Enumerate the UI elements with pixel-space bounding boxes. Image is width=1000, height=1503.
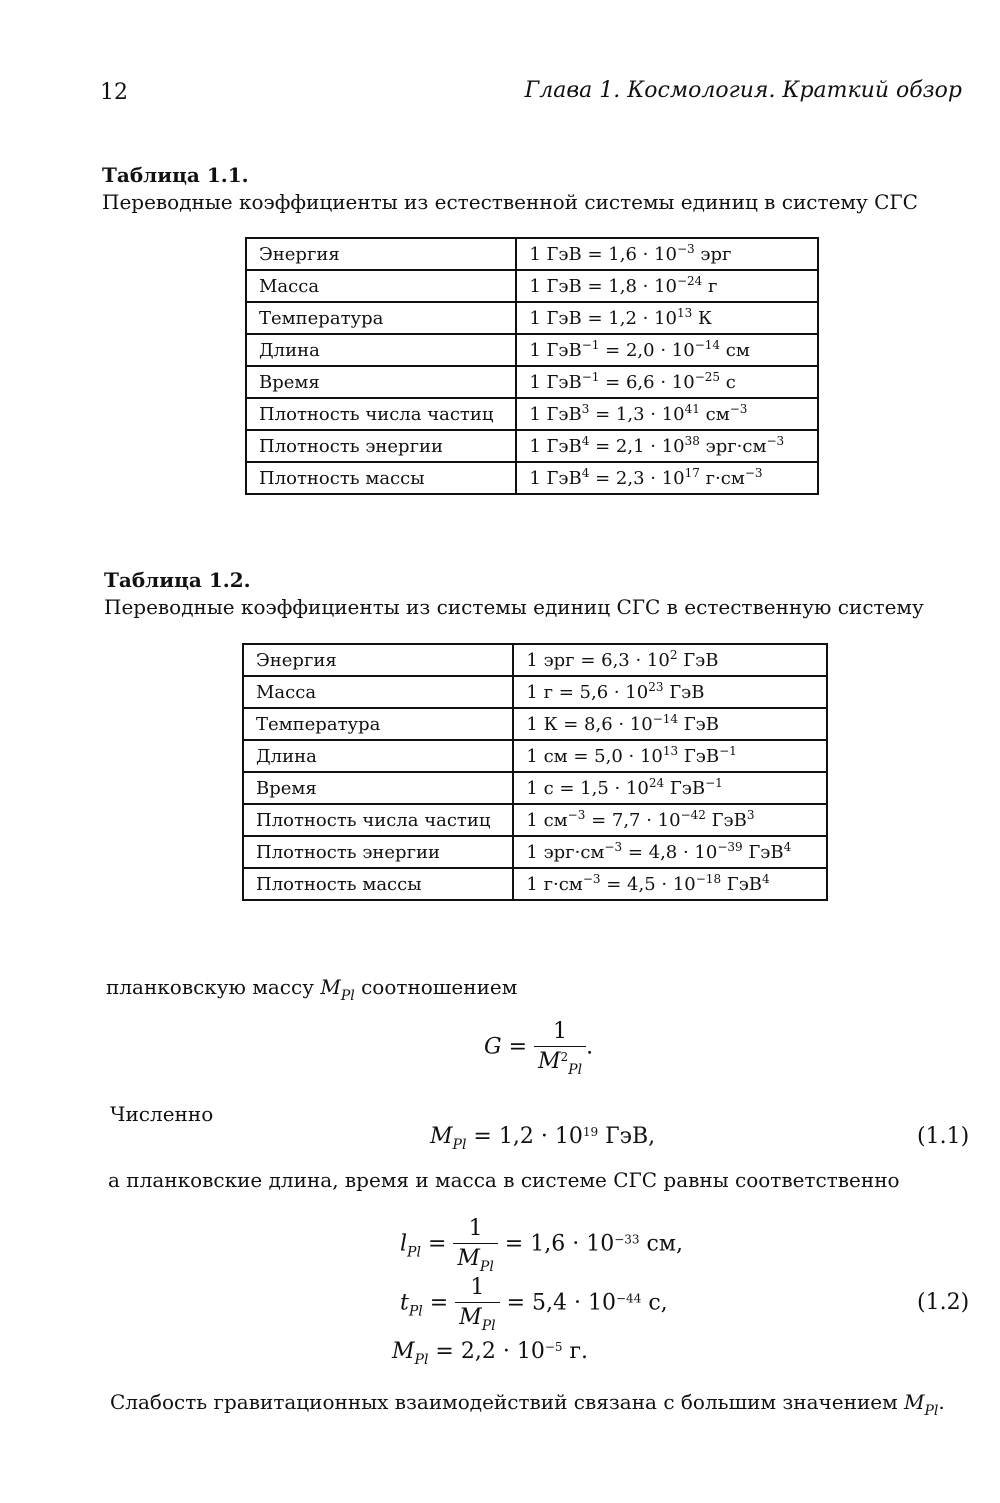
quantity-cell: Время	[243, 772, 513, 804]
table-row	[243, 644, 827, 676]
table-2	[242, 643, 828, 901]
table-row	[243, 676, 827, 708]
table-row	[243, 836, 827, 868]
table-row	[243, 772, 827, 804]
paragraph-numerically: Численно	[110, 1102, 214, 1126]
conversion-cell: 1 $с = 1,5 \cdot 10^{24}$ ГэВ$^{-1}$	[513, 772, 827, 804]
table-2-body	[243, 644, 827, 900]
conversion-cell: 1 $ГэВ^{-1} = 2,0 \cdot 10^{-14}$ см	[516, 334, 818, 366]
conversion-cell: 1 $г\cdot см^{-3} = 4,5 \cdot 10^{-18}$ ГэВ$^4$	[513, 868, 827, 900]
conversion-cell: 1 ГэВ = $1,6 \cdot 10^{-3}$ эрг	[516, 238, 818, 270]
table-row	[246, 462, 818, 494]
conversion-cell: 1 $К = 8,6 \cdot 10^{-14}$ ГэВ	[513, 708, 827, 740]
fraction-lpl: $\frac{1}{M_{Pl}}$	[453, 1215, 497, 1274]
quantity-cell: Плотность числа частиц	[246, 398, 516, 430]
quantity-cell: Температура	[246, 302, 516, 334]
paragraph-planck-units: а планковские длина, время и масса в системе СГС равны соответственно	[108, 1168, 900, 1192]
table-row	[243, 740, 827, 772]
running-title: Глава 1. Космология. Краткий обзор	[524, 78, 962, 103]
table-1-body	[246, 238, 818, 494]
quantity-cell: Температура	[243, 708, 513, 740]
conversion-cell: 1 $см^{-3} = 7,7 \cdot 10^{-42}$ ГэВ$^3$	[513, 804, 827, 836]
equation-number-1-2: (1.2)	[917, 1290, 970, 1315]
table-row	[243, 708, 827, 740]
table-row	[243, 868, 827, 900]
quantity-cell: Плотность массы	[243, 868, 513, 900]
table-1-description: Переводные коэффициенты из естественной системы единиц в систему СГС	[102, 190, 918, 214]
equation-number-1-1: (1.1)	[917, 1124, 970, 1149]
table-row	[246, 366, 818, 398]
conversion-cell: 1 $ГэВ^4 = 2,3 \cdot 10^{17}$ $г\cdot см^{-3}$	[516, 462, 818, 494]
quantity-cell: Длина	[246, 334, 516, 366]
conversion-cell: 1 $ГэВ^3 = 1,3 \cdot 10^{41}$ $см^{-3}$	[516, 398, 818, 430]
quantity-cell: Время	[246, 366, 516, 398]
equation-g: G = $\frac{1}{M^2_{Pl}}$ .	[484, 1019, 594, 1078]
fraction-g: $\frac{1}{M^2_{Pl}}$	[534, 1018, 586, 1077]
table-2-description: Переводные коэффициенты из системы единиц СГС в естественную систему	[104, 595, 924, 619]
conversion-cell: 1 $ГэВ^4 = 2,1 \cdot 10^{38}$ $эрг\cdot см^{-3}$	[516, 430, 818, 462]
table-row	[246, 398, 818, 430]
quantity-cell: Плотность числа частиц	[243, 804, 513, 836]
table-row	[246, 270, 818, 302]
page-number: 12	[100, 80, 128, 105]
quantity-cell: Энергия	[246, 238, 516, 270]
table-row	[243, 804, 827, 836]
conversion-cell: 1 см = $5,0 \cdot 10^{13}$ ГэВ$^{-1}$	[513, 740, 827, 772]
quantity-cell: Плотность энергии	[246, 430, 516, 462]
table-1-caption: Таблица 1.1.	[102, 163, 249, 187]
conversion-cell: 1 $ГэВ^{-1} = 6,6 \cdot 10^{-25}$ с	[516, 366, 818, 398]
conversion-cell: 1 $г = 5,6 \cdot 10^{23}$ ГэВ	[513, 676, 827, 708]
conversion-cell: 1 ГэВ = $1,2 \cdot 10^{13}$ К	[516, 302, 818, 334]
table-row	[246, 334, 818, 366]
quantity-cell: Плотность массы	[246, 462, 516, 494]
table-row	[246, 302, 818, 334]
quantity-cell: Масса	[243, 676, 513, 708]
fraction-tpl: $\frac{1}{M_{Pl}}$	[455, 1274, 499, 1333]
conversion-cell: 1 ГэВ = $1,8 \cdot 10^{-24}$ г	[516, 270, 818, 302]
quantity-cell: Энергия	[243, 644, 513, 676]
table-row	[246, 430, 818, 462]
quantity-cell: Масса	[246, 270, 516, 302]
equation-lpl: $l_{Pl}$ = $\frac{1}{M_{Pl}}$ = $1,6 \cdot 10^{-33}$ см,	[400, 1216, 683, 1275]
quantity-cell: Длина	[243, 740, 513, 772]
quantity-cell: Плотность энергии	[243, 836, 513, 868]
table-1	[245, 237, 819, 495]
conversion-cell: 1 $эрг\cdot см^{-3} = 4,8 \cdot 10^{-39}$ ГэВ$^4$	[513, 836, 827, 868]
table-2-caption: Таблица 1.2.	[104, 568, 251, 592]
paragraph-gravity-weakness: Слабость гравитационных взаимодействий связана с большим значением $M_{Pl}$.	[110, 1390, 945, 1419]
equation-tpl: $t_{Pl}$ = $\frac{1}{M_{Pl}}$ = $5,4 \cdot 10^{-44}$ с,	[400, 1275, 668, 1334]
equation-mpl: $M_{Pl} = 1,2 \cdot 10^{19}$ ГэВ,	[430, 1124, 656, 1153]
paragraph-planck-mass: планковскую массу $M_{Pl}$ соотношением	[106, 975, 518, 1004]
conversion-cell: 1 эрг = $6,3 \cdot 10^2$ ГэВ	[513, 644, 827, 676]
table-row	[246, 238, 818, 270]
equation-mpl-grams: $M_{Pl} = 2,2 \cdot 10^{-5}$ г.	[392, 1339, 589, 1368]
